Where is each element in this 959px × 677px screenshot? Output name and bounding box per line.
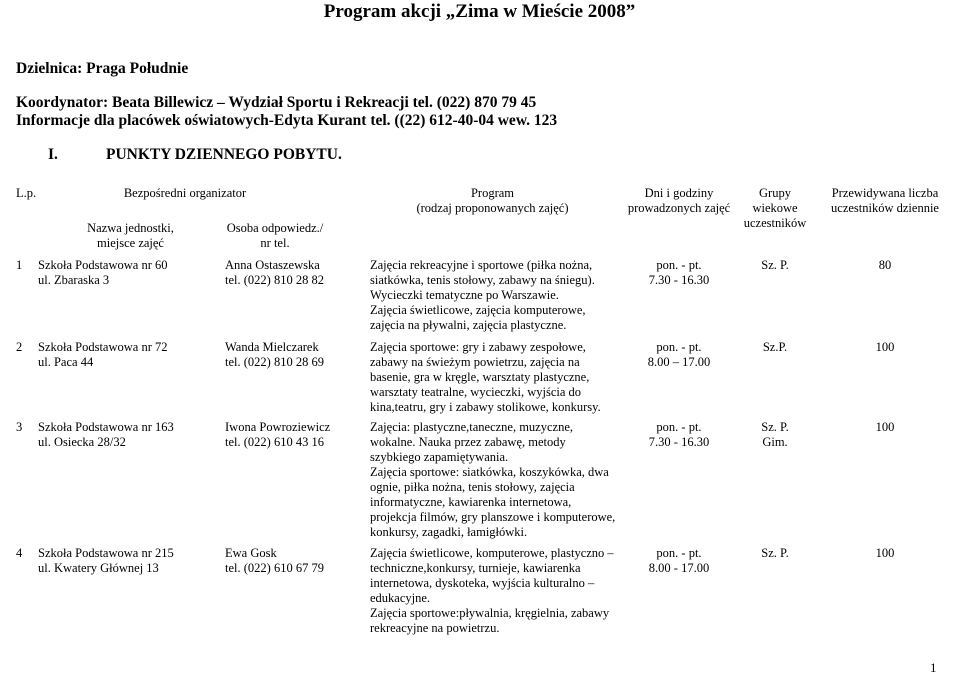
person-cell [225,546,324,576]
section-heading [48,146,342,164]
groups-line: Sz. P. [761,546,789,560]
groups-line: Gim. [762,435,788,449]
school-line: ul. Paca 44 [38,355,94,369]
days-line: pon. - pt. [656,420,702,434]
header-count [815,186,955,216]
program-line: warsztaty teatralne, wycieczki, wyjścia do [370,385,582,399]
person-line: Ewa Gosk [225,546,277,560]
program-cell [370,546,615,636]
days-line: 8.00 – 17.00 [647,355,711,369]
header-groups [740,186,810,231]
program-line: Zajęcia: plastyczne,taneczne, muzyczne, [370,420,574,434]
row-index: 2 [16,340,23,354]
program-line: siatkówka, tenis stołowy, zabawy na śniegu). [370,273,595,287]
program-line: projekcja filmów, gry planszowe i komputerowe, [370,510,616,524]
program-line: Zajęcia sportowe: siatkówka, koszykówka, dwa [370,465,609,479]
program-line: informatyczne, kawiarenka internetowa, [370,495,572,509]
header-person-line: Osoba odpowiedz./ [226,221,324,235]
person-line: tel. (022) 810 28 69 [225,355,324,369]
header-days-line: prowadzonych zajęć [627,201,731,215]
header-organizer: Bezpośredni organizator [123,186,247,200]
program-line: internetowa, dyskoteka, wyjścia kulturalno – [370,576,595,590]
coordinator-line: Koordynator: Beata Billewicz – Wydział Sportu i Rekreacji tel. (022) 870 79 45 [16,94,537,111]
row-index: 4 [16,546,23,560]
days-cell [620,420,738,450]
header-person-line: nr tel. [260,236,290,250]
row-index: 3 [16,420,23,434]
header-person [220,221,330,251]
person-line: Anna Ostaszewska [225,258,320,272]
groups-cell [740,258,810,273]
program-line: ognie, piłka nożna, tenis stołowy, zajęcia [370,480,575,494]
school-cell [38,420,174,450]
groups-line: Sz. P. [761,420,789,434]
header-days-line: Dni i godziny [644,186,714,200]
header-program [370,186,615,216]
groups-line: Sz.P. [762,340,788,354]
program-line: konkursy, zagadki, łamigłówki. [370,525,528,539]
program-line: wokalne. Nauka przez zabawę, metody [370,435,566,449]
school-line: Szkoła Podstawowa nr 60 [38,258,168,272]
groups-line: Sz. P. [761,258,789,272]
days-cell [620,258,738,288]
count-cell: 100 [875,340,895,354]
days-cell [620,546,738,576]
person-cell [225,340,324,370]
school-cell [38,546,174,576]
program-line: rekreacyjne na powietrzu. [370,621,500,635]
days-line: pon. - pt. [656,258,702,272]
days-line: pon. - pt. [656,546,702,560]
person-line: tel. (022) 810 28 82 [225,273,324,287]
header-lp: L.p. [16,186,37,200]
program-line: Zajęcia sportowe: gry i zabawy zespołowe, [370,340,586,354]
program-line: zajęcia na pływalni, zajęcia plastyczne. [370,318,567,332]
program-line: basenie, gra w kręgle, warsztaty plastyczne, [370,370,590,384]
header-groups-line: wiekowe [752,201,798,215]
school-cell [38,340,168,370]
row-index: 1 [16,258,23,272]
program-line: edukacyjne. [370,591,431,605]
program-cell [370,258,615,333]
days-line: 8.00 - 17.00 [648,561,710,575]
program-cell [370,420,615,540]
program-line: zabawy na świeżym powietrzu, zajęcia na [370,355,580,369]
info-line: Informacje dla placówek oświatowych-Edyta Kurant tel. ((22) 612-40-04 wew. 123 [16,112,558,129]
header-unit-line: Nazwa jednostki, [87,221,174,235]
program-line: Zajęcia rekreacyjne i sportowe (piłka nożna, [370,258,593,272]
school-line: Szkoła Podstawowa nr 215 [38,546,174,560]
header-program-line: (rodzaj proponowanych zajęć) [416,201,569,215]
header-groups-line: uczestników [743,216,807,230]
count-cell: 100 [875,420,895,434]
program-line: Zajęcia świetlicowe, komputerowe, plastyczno – [370,546,614,560]
person-cell [225,258,324,288]
days-line: 7.30 - 16.30 [648,435,710,449]
document-title: Program akcji „Zima w Mieście 2008” [323,1,636,22]
district-line: Dzielnica: Praga Południe [16,60,189,77]
groups-cell [740,340,810,355]
header-unit [38,221,223,251]
person-line: tel. (022) 610 67 79 [225,561,324,575]
days-line: 7.30 - 16.30 [648,273,710,287]
program-line: kina,teatru, gry i zabawy stolikowe, konkursy. [370,400,601,414]
person-line: tel. (022) 610 43 16 [225,435,324,449]
program-line: szybkiego zapamiętywania. [370,450,509,464]
groups-cell [740,546,810,561]
program-cell [370,340,615,415]
page-number: 1 [930,660,937,675]
program-line: Zajęcia sportowe:pływalnia, kręgielnia, zabawy [370,606,610,620]
person-line: Wanda Mielczarek [225,340,319,354]
header-days [620,186,738,216]
person-line: Iwona Powroziewicz [225,420,331,434]
school-line: Szkoła Podstawowa nr 163 [38,420,174,434]
program-line: Wycieczki tematyczne po Warszawie. [370,288,559,302]
groups-cell [740,420,810,450]
count-cell: 80 [878,258,892,272]
program-line: Zajęcia świetlicowe, zajęcia komputerowe, [370,303,586,317]
school-line: Szkoła Podstawowa nr 72 [38,340,168,354]
days-line: pon. - pt. [656,340,702,354]
header-count-line: uczestników dziennie [831,201,939,215]
section-number: I. [48,146,58,163]
contact-block [16,94,557,130]
header-count-line: Przewidywana liczba [831,186,939,200]
header-unit-line: miejsce zajęć [97,236,164,250]
program-line: techniczne,konkursy, turnieje, kawiarenka [370,561,581,575]
school-line: ul. Osiecka 28/32 [38,435,126,449]
section-title: PUNKTY DZIENNEGO POBYTU. [106,146,342,163]
person-cell [225,420,330,450]
count-cell: 100 [875,546,895,560]
header-program-line: Program [470,186,515,200]
days-cell [620,340,738,370]
school-line: ul. Zbaraska 3 [38,273,110,287]
header-groups-line: Grupy [759,186,791,200]
school-line: ul. Kwatery Głównej 13 [38,561,159,575]
school-cell [38,258,168,288]
